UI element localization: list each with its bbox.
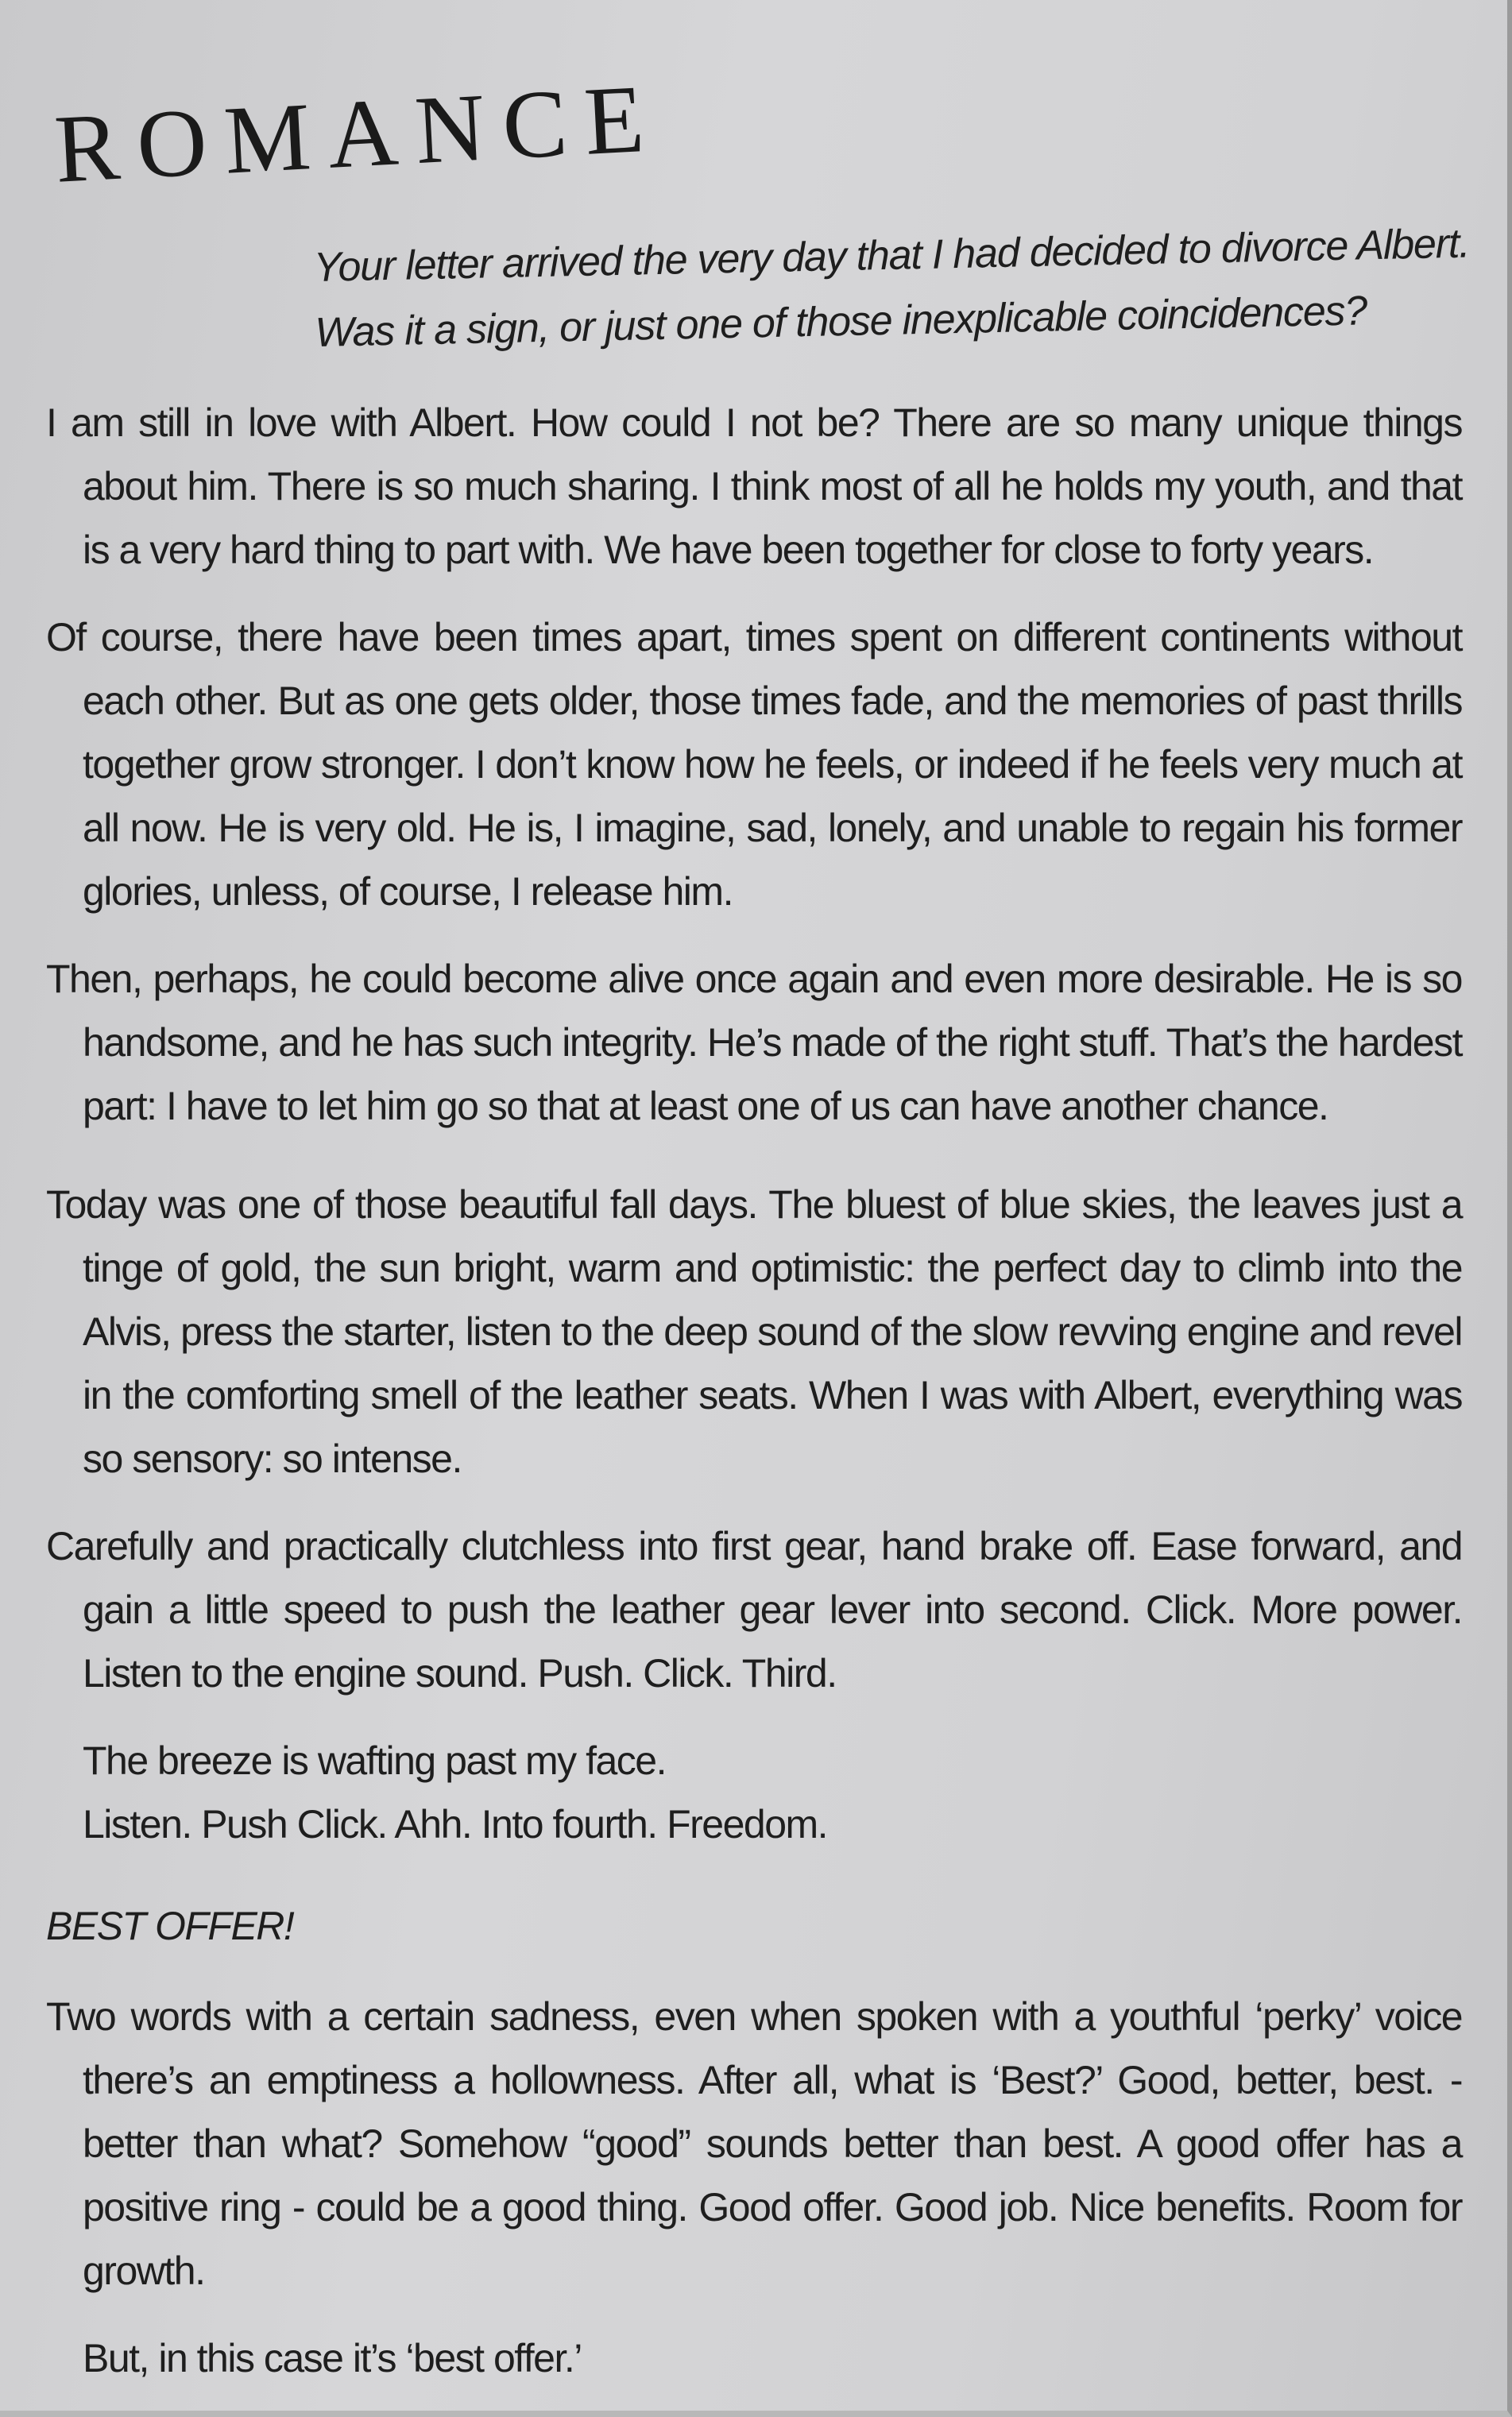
paragraph: Of course, there have been times apart, times spent on different continents without each other. But as one gets older, those times fade, and the memories of past thrills together grow stronger. I don’t know how he feels, or indeed if he feels very much at all now. He is very old. He is, I imagine, sad, lonely, and unable to regain his former glories, unless, of course, I release him. xyxy=(46,615,1462,914)
epigraph-line: Your letter arrived the very day that I had decided to divorce Albert. xyxy=(313,220,1470,291)
section-heading: BEST OFFER! xyxy=(46,1904,294,1948)
paragraph: Two words with a certain sadness, even when spoken with a youthful ‘perky’ voice there’s an emptiness a hollowness. After all, what is ‘Best?’ Good, better, best. - better than what? Somehow “good” sounds better than best. A good offer has a positive ring - could be a good thing. Good offer. Good job. Nice benefits. Room for growth. xyxy=(46,1994,1462,2293)
short-line: Listen. Push Click. Ahh. Into fourth. Freedom. xyxy=(83,1802,828,1847)
paragraph: Carefully and practically clutchless into first gear, hand brake off. Ease forward, and gain a little speed to push the leather gear lever into second. Click. More power. Listen to the engine sound. Push. Click. Third. xyxy=(46,1524,1462,1696)
short-line: The breeze is wafting past my face. xyxy=(83,1738,666,1783)
paragraph: Today was one of those beautiful fall days. The bluest of blue skies, the leaves just a tinge of gold, the sun bright, warm and optimistic: the perfect day to climb into the Alvis, press the starter, listen to the deep sound of the slow revving engine and revel in the comforting smell of the leather seats. When I was with Albert, everything was so sensory: so intense. xyxy=(46,1182,1462,1481)
epigraph-line: Was it a sign, or just one of those inexplicable coincidences? xyxy=(314,288,1367,356)
epigraph xyxy=(313,211,1483,365)
body-text xyxy=(46,391,1462,2390)
page-title: ROMANCE xyxy=(52,64,664,203)
closing-line: But, in this case it’s ‘best offer.’ xyxy=(83,2336,582,2380)
paragraph: Then, perhaps, he could become alive once again and even more desirable. He is so handsome, and he has such integrity. He’s made of the right stuff. That’s the hardest part: I have to let him go so that at least one of us can have another chance. xyxy=(46,957,1462,1128)
paragraph: I am still in love with Albert. How could I not be? There are so many unique things about him. There is so much sharing. I think most of all he holds my youth, and that is a very hard thing to part with. We have been together for close to forty years. xyxy=(46,400,1462,572)
